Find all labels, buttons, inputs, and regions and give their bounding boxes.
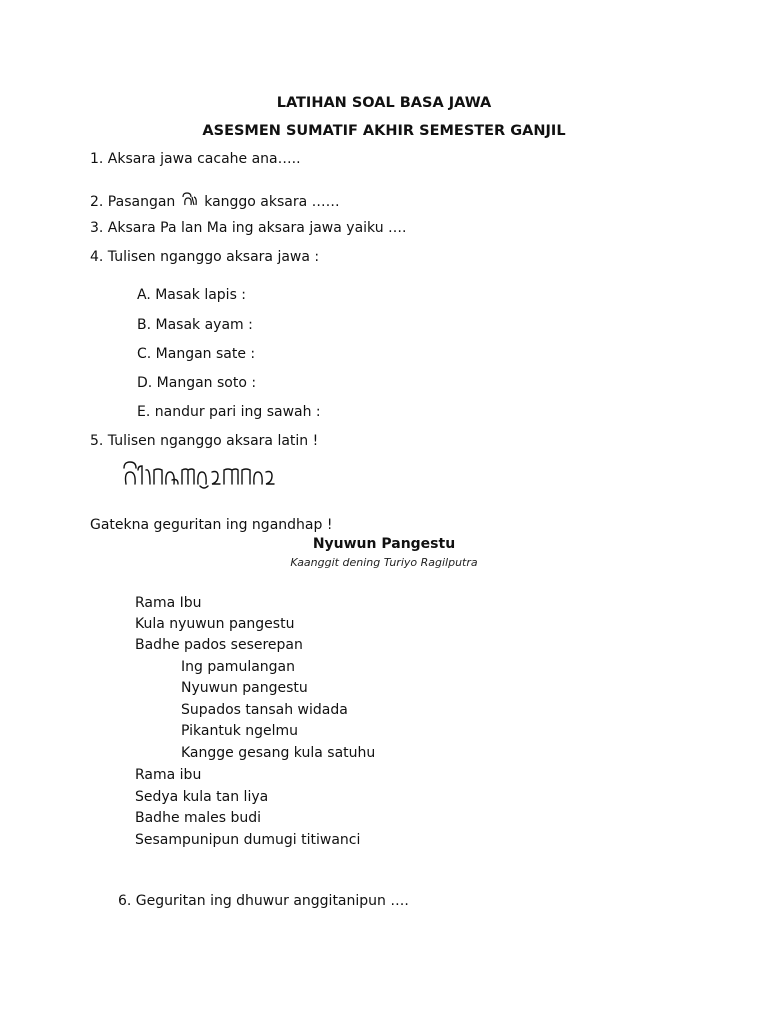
poem-title: Nyuwun Pangestu bbox=[312, 536, 456, 552]
poem-line: Badhe pados seserepan bbox=[135, 637, 303, 653]
page-subtitle: ASESMEN SUMATIF AKHIR SEMESTER GANJIL bbox=[202, 123, 566, 139]
poem-line: Rama Ibu bbox=[135, 595, 202, 611]
question-2 bbox=[90, 192, 340, 209]
question-4-option-a: A. Masak lapis : bbox=[137, 287, 247, 303]
poem-line: Ing pamulangan bbox=[181, 659, 295, 675]
question-6: 6. Geguritan ing dhuwur anggitanipun …. bbox=[118, 893, 409, 909]
question-3: 3. Aksara Pa lan Ma ing aksara jawa yaiku …. bbox=[90, 220, 407, 236]
question-4-option-c: C. Mangan sate : bbox=[137, 346, 256, 362]
poem-line: Pikantuk ngelmu bbox=[181, 723, 299, 739]
poem-intro: Gatekna geguritan ing ngandhap ! bbox=[90, 517, 333, 533]
poem-line: Badhe males budi bbox=[135, 810, 262, 826]
poem-line: Supados tansah widada bbox=[181, 702, 348, 718]
question-4-option-b: B. Masak ayam : bbox=[137, 317, 253, 333]
poem-line: Sedya kula tan liya bbox=[135, 789, 269, 805]
poem-line: Rama ibu bbox=[135, 767, 202, 783]
poem-line: Kula nyuwun pangestu bbox=[135, 616, 295, 632]
question-2-text-after: kanggo aksara …… bbox=[204, 194, 340, 210]
javanese-pasangan-glyph-icon bbox=[180, 192, 200, 208]
poem-line: Kangge gesang kula satuhu bbox=[181, 745, 376, 761]
poem-line: Nyuwun pangestu bbox=[181, 680, 308, 696]
page-title: LATIHAN SOAL BASA JAWA bbox=[276, 95, 492, 111]
question-2-text-before: 2. Pasangan bbox=[90, 194, 176, 210]
question-4-option-e: E. nandur pari ing sawah : bbox=[137, 404, 321, 420]
question-1: 1. Aksara jawa cacahe ana….. bbox=[90, 151, 301, 167]
question-4-option-d: D. Mangan soto : bbox=[137, 375, 257, 391]
poem-author: Kaanggit dening Turiyo Ragilputra bbox=[290, 556, 478, 569]
question-5: 5. Tulisen nganggo aksara latin ! bbox=[90, 433, 319, 449]
question-4: 4. Tulisen nganggo aksara jawa : bbox=[90, 249, 320, 265]
poem-line: Sesampunipun dumugi titiwanci bbox=[135, 832, 361, 848]
javanese-script-line-icon bbox=[120, 458, 280, 493]
